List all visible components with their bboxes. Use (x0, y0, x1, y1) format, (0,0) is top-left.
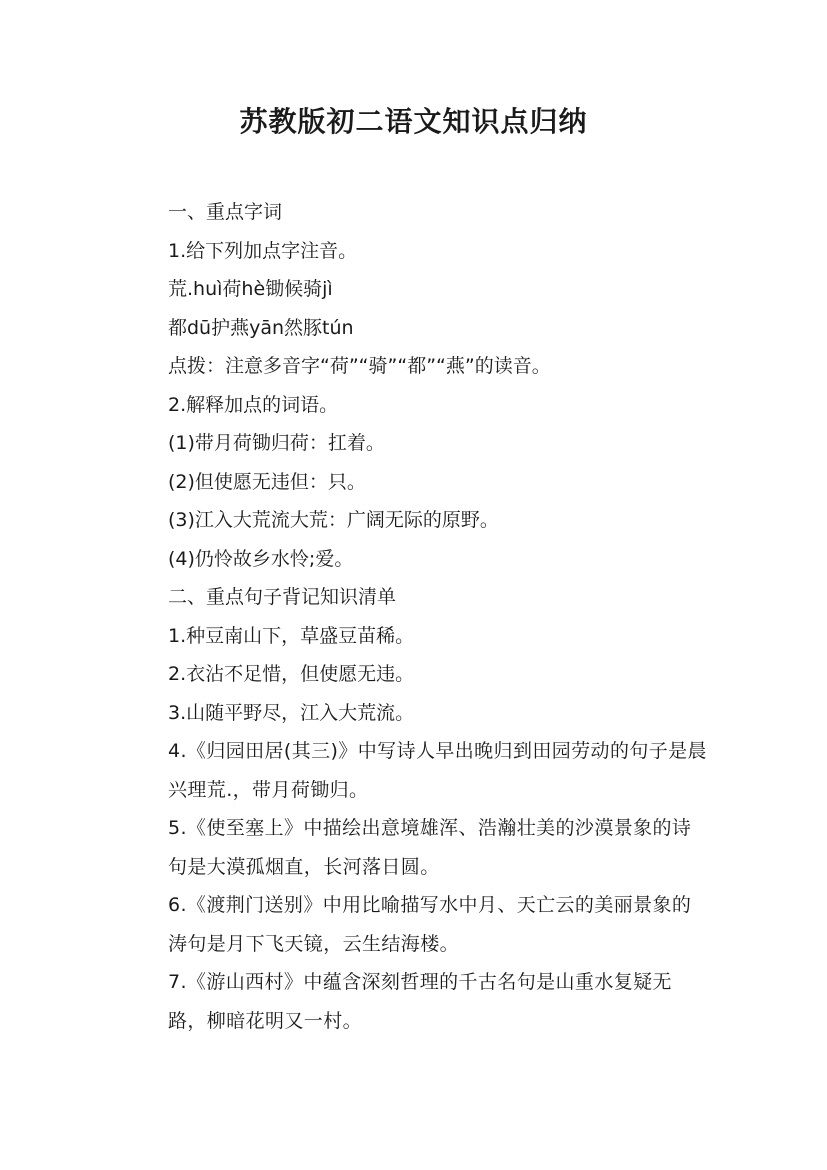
sentence-item-2: 2.衣沾不足惜，但使愿无违。 (168, 663, 415, 685)
question-phonetic: 1.给下列加点字注音。 (168, 239, 358, 262)
sentence-item-5: 5.《使至塞上》中描绘出意境雄浑、浩瀚壮美的沙漠景象的诗句是大漠孤烟直，长河落日圆。 (168, 817, 692, 878)
sentence-item-4: 4.《归园田居(其三)》中写诗人早出晚归到田园劳动的句子是晨兴理荒.，带月荷锄归。 (168, 740, 707, 801)
section-heading-key-sentences: 二、重点句子背记知识清单 (168, 586, 397, 608)
sentence-item-3: 3.山随平野尽，江入大荒流。 (168, 701, 415, 724)
document-body (168, 193, 708, 1040)
question-explain-words: 2.解释加点的词语。 (168, 393, 339, 416)
explanation-item-2: (2)但使愿无违但：只。 (168, 470, 366, 493)
sentence-item-7: 7.《游山西村》中蕴含深刻哲理的千古名句是山重水复疑无路，柳暗花明又一村。 (168, 971, 672, 1032)
section-heading-key-words: 一、重点字词 (168, 201, 283, 223)
explanation-item-1: (1)带月荷锄归荷：扛着。 (168, 432, 385, 454)
sentence-item-6: 6.《渡荆门送别》中用比喻描写水中月、天亡云的美丽景象的涛句是月下飞天镜，云生结海楼。 (168, 894, 692, 955)
pinyin-line-2: 都dū护燕yān然豚tún (168, 316, 354, 339)
pinyin-line-1: 荒.huì荷hè锄候骑jì (168, 278, 333, 300)
explanation-item-4: (4)仍怜故乡水怜;爱。 (168, 547, 354, 570)
explanation-item-3: (3)江入大荒流大荒：广阔无际的原野。 (168, 509, 499, 531)
document-title: 苏教版初二语文知识点归纳 (239, 105, 588, 138)
tip-polyphonic: 点拨：注意多音字“荷”“骑”“都”“燕”的读音。 (168, 355, 551, 377)
sentence-item-1: 1.种豆南山下，草盛豆苗稀。 (168, 624, 415, 647)
